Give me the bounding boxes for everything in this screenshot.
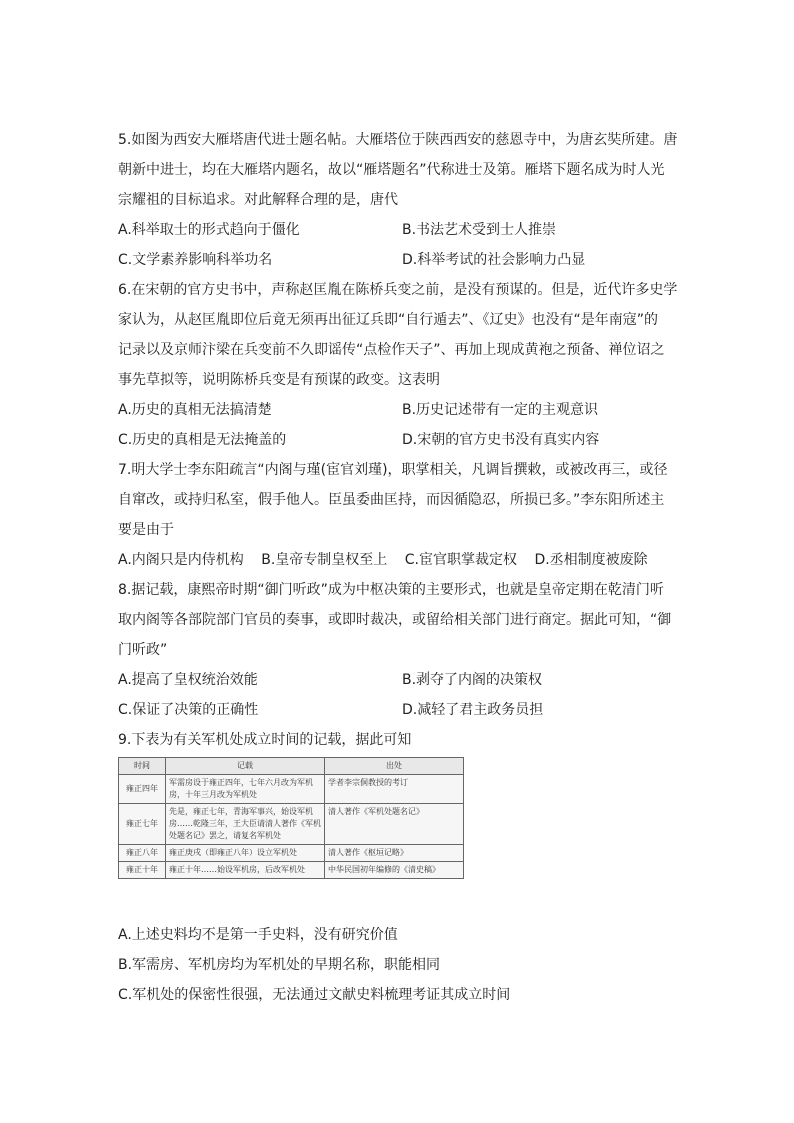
cell-time: 雍正八年	[119, 845, 166, 862]
table-row	[119, 845, 464, 862]
q6-option-d[interactable]: D.宋朝的官方史书没有真实内容	[402, 432, 600, 448]
q5-option-b[interactable]: B.书法艺术受到士人推崇	[402, 222, 557, 238]
header-source: 出处	[325, 758, 464, 775]
cell-source: 清人著作《枢垣记略》	[325, 845, 464, 862]
q6-option-b[interactable]: B.历史记述带有一定的主观意识	[402, 402, 599, 418]
q8-stem-line-3: 门听政”	[118, 642, 168, 658]
q8-option-a[interactable]: A.提高了皇权统治效能	[118, 672, 258, 688]
table-header-row	[119, 758, 464, 775]
q6-stem-line-3: 记录以及京师汴梁在兵变前不久即谣传“点检作天子”、再加上现成黄袍之预备、禅位诏之	[118, 342, 665, 358]
q6-stem-line-4: 事先草拟等，说明陈桥兵变是有预谋的政变。这表明	[118, 372, 440, 388]
cell-source: 中华民国初年编修的《清史稿》	[325, 862, 464, 879]
q5-stem-line-1: 5.如图为西安大雁塔唐代进士题名帖。大雁塔位于陕西西安的慈恩寺中，为唐玄奘所建。唐	[118, 132, 678, 148]
cell-source: 学者李宗侗教授的考订	[325, 775, 464, 804]
q9-stem: 9.下表为有关军机处成立时间的记载，据此可知	[118, 732, 412, 748]
q8-stem-line-2: 取内阁等各部院部门官员的奏事，或即时裁决，或留给相关部门进行商定。据此可知，“御	[118, 612, 672, 628]
q8-option-b[interactable]: B.剥夺了内阁的决策权	[402, 672, 543, 688]
q8-option-c[interactable]: C.保证了决策的正确性	[118, 702, 259, 718]
cell-record: 雍正庚戌（即雍正八年）设立军机处	[166, 845, 325, 862]
q7-stem-line-2: 自窜改，或持归私室，假手他人。臣虽委曲匡持，而因循隐忍，所损已多。”李东阳所述主	[118, 492, 665, 508]
q7-stem-line-1: 7.明大学士李东阳疏言“内阁与瑾(宦官刘瑾)，职掌相关，凡调旨撰敕，或被改再三，或径	[118, 462, 668, 478]
cell-time: 雍正四年	[119, 775, 166, 804]
q7-option-b[interactable]: B.皇帝专制皇权至上	[261, 552, 388, 568]
q6-option-c[interactable]: C.历史的真相是无法掩盖的	[118, 432, 287, 448]
table-row	[119, 775, 464, 804]
q6-stem-line-2: 家认为，从赵匡胤即位后竟无须再出征辽兵即“自行遁去”、《辽史》也没有“是年南寇”的	[118, 312, 659, 328]
q5-option-a[interactable]: A.科举取士的形式趋向于僵化	[118, 222, 300, 238]
q8-option-d[interactable]: D.减轻了君主政务员担	[402, 702, 544, 718]
q7-stem-line-3: 要是由于	[118, 522, 174, 538]
table-row	[119, 804, 464, 845]
header-time: 时间	[119, 758, 166, 775]
q9-option-a[interactable]: A.上述史料均不是第一手史料，没有研究价值	[118, 927, 398, 943]
cell-time: 雍正七年	[119, 804, 166, 845]
q7-options-row	[118, 550, 661, 570]
cell-time: 雍正十年	[119, 862, 166, 879]
q6-option-a[interactable]: A.历史的真相无法搞清楚	[118, 402, 272, 418]
q9-option-c[interactable]: C.军机处的保密性很强，无法通过文献史料梳理考证其成立时间	[118, 987, 511, 1003]
q6-stem-line-1: 6.在宋朝的官方史书中，声称赵匡胤在陈桥兵变之前，是没有预谋的。但是，近代许多史学	[118, 282, 678, 298]
q5-stem-line-2: 朝新中进士，均在大雁塔内题名，故以“雁塔题名”代称进士及第。雁塔下题名成为时人光	[118, 162, 665, 178]
header-record: 记载	[166, 758, 325, 775]
q5-stem-line-3: 宗耀祖的目标追求。对此解释合理的是，唐代	[118, 192, 398, 208]
cell-record: 军需房设于雍正四年，七年六月改为军机房，十年三月改为军机处	[166, 775, 325, 804]
q7-option-d[interactable]: D.丞相制度被废除	[534, 552, 648, 568]
cell-record: 雍正十年……始设军机房，后改军机处	[166, 862, 325, 879]
q9-option-b[interactable]: B.军需房、军机房均为军机处的早期名称，职能相同	[118, 957, 441, 973]
junjichu-records-table	[118, 757, 464, 879]
cell-source: 清人著作《军机处题名记》	[325, 804, 464, 845]
cell-record: 先是，雍正七年，青海军事兴，始设军机房……乾隆三年，王大臣请清人著作《军机处题名记》罢之，请复名军机处	[166, 804, 325, 845]
q5-option-d[interactable]: D.科举考试的社会影响力凸显	[402, 252, 586, 268]
q5-option-c[interactable]: C.文学素养影响科举功名	[118, 252, 273, 268]
q7-option-c[interactable]: C.宦官职掌裁定权	[404, 552, 517, 568]
q8-stem-line-1: 8.据记载，康熙帝时期“御门听政”成为中枢决策的主要形式，也就是皇帝定期在乾清门听	[118, 582, 664, 598]
q7-option-a[interactable]: A.内阁只是内侍机构	[118, 552, 244, 568]
table-row	[119, 862, 464, 879]
